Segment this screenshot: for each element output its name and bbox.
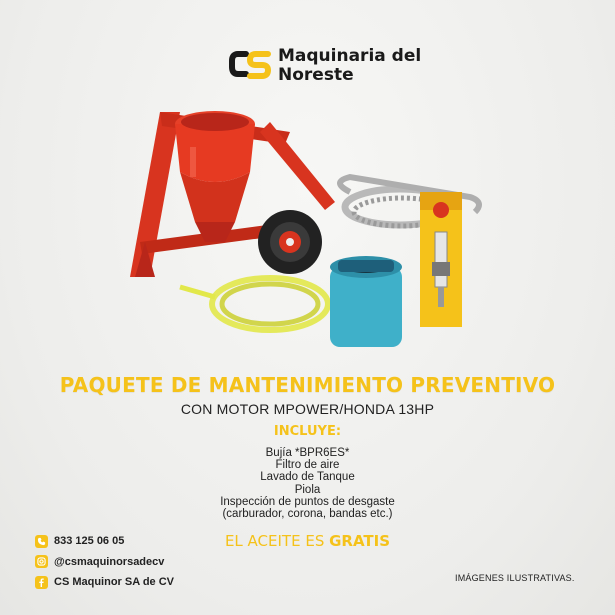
concrete-mixer-image	[130, 111, 335, 277]
instagram-handle: @csmaquinorsadecv	[54, 555, 165, 568]
list-item: (carburador, corona, bandas etc.)	[222, 508, 393, 521]
list-item: Lavado de Tanque	[260, 471, 355, 484]
headline: PAQUETE DE MANTENIMIENTO PREVENTIVO	[59, 373, 556, 397]
includes-title: INCLUYE:	[273, 424, 342, 439]
list-item: Filtro de aire	[275, 459, 340, 472]
brand-name-line1: Maquinaria del	[278, 46, 422, 66]
offer-highlight: GRATIS	[329, 532, 391, 550]
contact-phone[interactable]	[35, 534, 174, 548]
product-illustration	[120, 92, 500, 362]
brand-logo	[228, 44, 421, 88]
air-filter-image	[330, 256, 402, 347]
subheadline: CON MOTOR MPOWER/HONDA 13HP	[180, 401, 435, 417]
list-item: Bujía *BPR6ES*	[265, 447, 350, 459]
contact-instagram[interactable]	[35, 555, 174, 569]
list-item: Piola	[294, 483, 321, 496]
disclaimer: IMÁGENES ILUSTRATIVAS.	[455, 573, 575, 583]
offer-prefix: EL ACEITE ES	[224, 532, 330, 550]
list-item: Inspección de puntos de desgaste	[220, 495, 395, 508]
brand-name-line2: Noreste	[278, 65, 354, 85]
instagram-icon	[35, 555, 48, 568]
facebook-page: CS Maquinor SA de CV	[54, 576, 174, 588]
contact-list	[35, 534, 174, 596]
phone-number: 833 125 06 05	[54, 535, 125, 547]
facebook-icon	[35, 576, 48, 589]
contact-facebook[interactable]	[35, 575, 174, 589]
phone-icon	[35, 535, 48, 548]
fuel-hose-image	[180, 278, 328, 330]
spark-plug-image	[420, 192, 462, 327]
included-items-list	[0, 447, 615, 520]
cs-logo-icon	[228, 44, 272, 88]
